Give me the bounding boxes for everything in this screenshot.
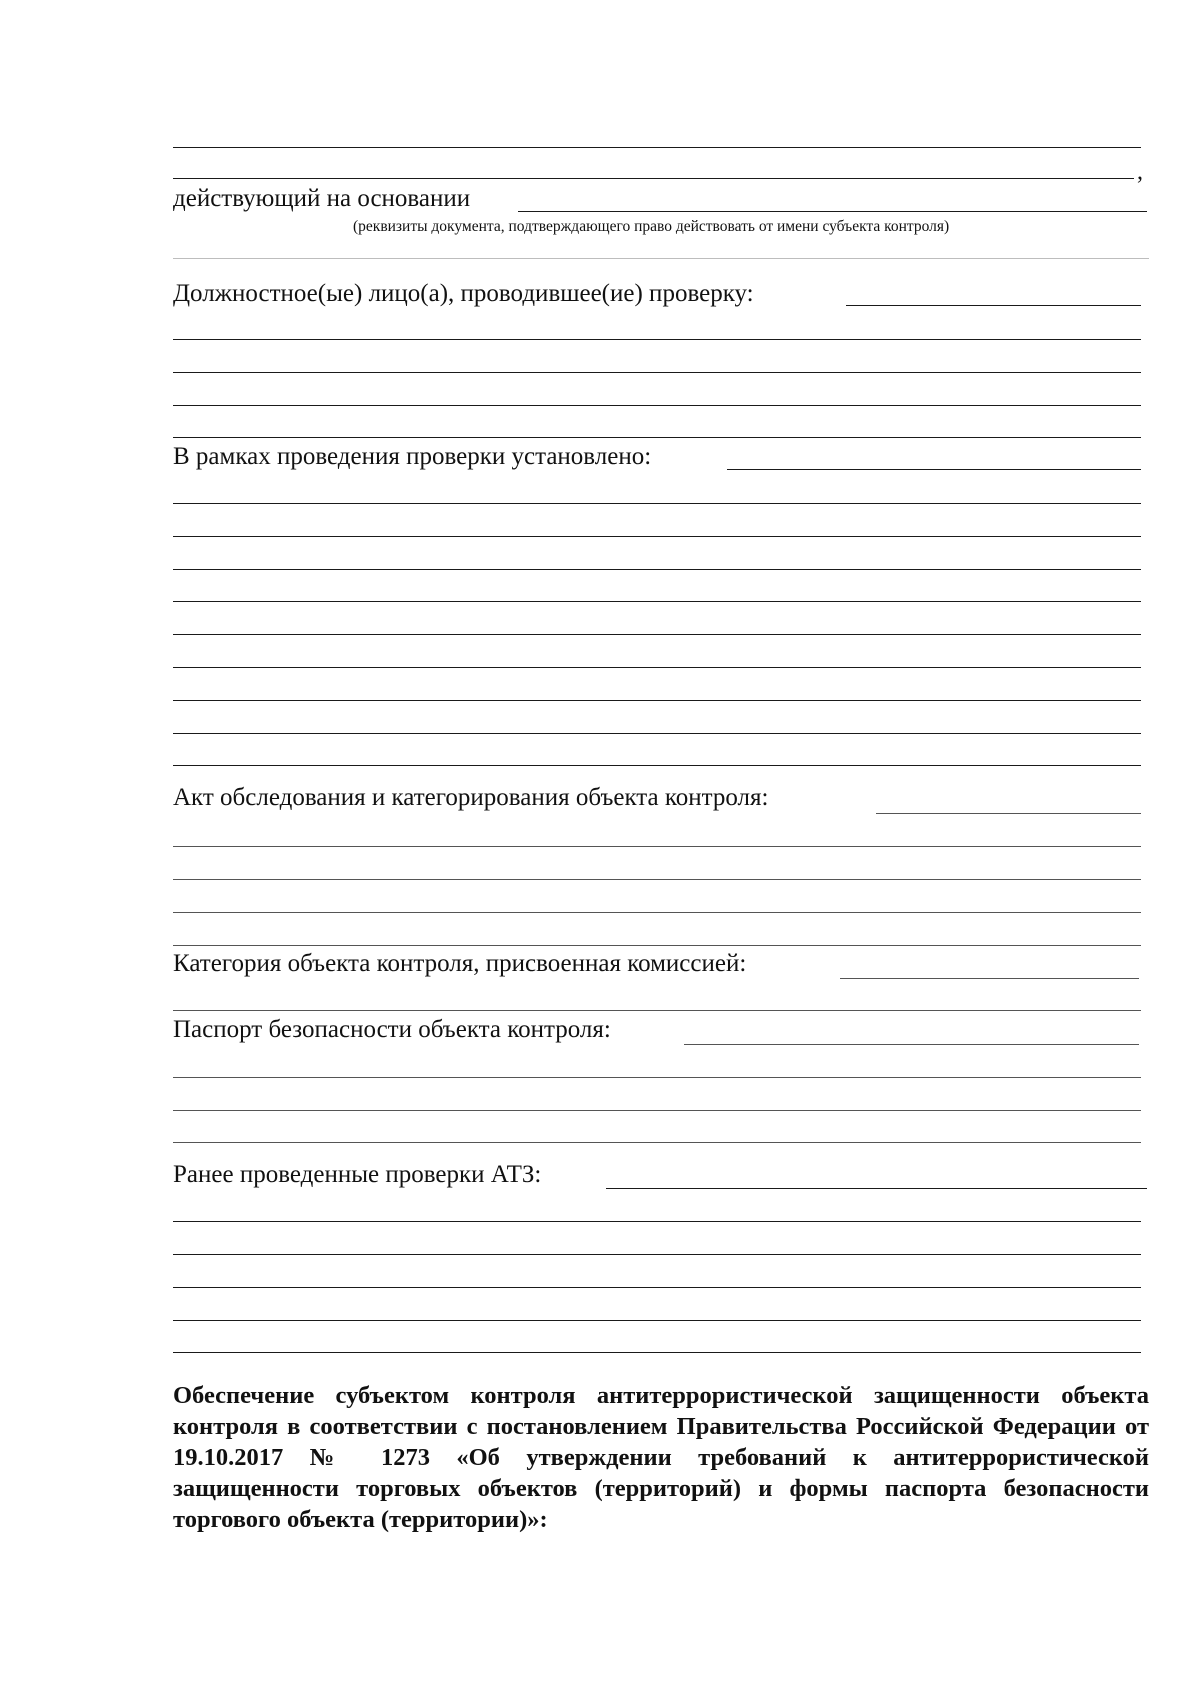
basis-caption: (реквизиты документа, подтверждающего право действовать от имени субъекта контроля) xyxy=(353,218,950,235)
blank-line[interactable] xyxy=(173,147,1141,148)
blank-line[interactable] xyxy=(173,405,1141,406)
blank-line[interactable] xyxy=(173,1221,1141,1222)
officials-label: Должностное(ые) лицо(а), проводившее(ие) проверку: xyxy=(173,280,754,307)
closing-heading: Обеспечение субъектом контроля антитеррористической защищенности объекта контроля в соответствии с постановлением Правительства Российской Федерации от 19.10.2017 № 1273 «Об утверждении требований к антитеррористической защищенности торговых объектов (территорий) и формы паспорта безопасности торгового объекта (территории)»: xyxy=(173,1382,1149,1533)
blank-line[interactable] xyxy=(173,1010,1141,1011)
survey-act-input-line[interactable] xyxy=(876,813,1141,814)
previous-checks-label: Ранее проведенные проверки АТЗ: xyxy=(173,1161,542,1188)
blank-line[interactable] xyxy=(173,1287,1141,1288)
blank-line[interactable] xyxy=(173,1110,1141,1111)
blank-line[interactable] xyxy=(173,634,1141,635)
blank-line[interactable] xyxy=(173,879,1141,880)
blank-line[interactable] xyxy=(173,700,1141,701)
survey-act-label: Акт обследования и категорирования объекта контроля: xyxy=(173,784,769,811)
blank-line[interactable] xyxy=(173,1320,1141,1321)
previous-checks-input-line[interactable] xyxy=(606,1188,1147,1189)
blank-line[interactable] xyxy=(173,1077,1141,1078)
blank-line[interactable] xyxy=(173,846,1141,847)
blank-line[interactable] xyxy=(173,536,1141,537)
blank-line[interactable] xyxy=(173,437,1141,438)
findings-input-line[interactable] xyxy=(727,469,1141,470)
blank-line[interactable] xyxy=(173,945,1141,946)
blank-line[interactable] xyxy=(173,1254,1141,1255)
passport-input-line[interactable] xyxy=(684,1044,1139,1045)
officials-input-line[interactable] xyxy=(846,305,1141,306)
blank-line[interactable] xyxy=(173,601,1141,602)
basis-label: действующий на основании xyxy=(173,185,471,212)
findings-label: В рамках проведения проверки установлено: xyxy=(173,443,652,470)
blank-line[interactable] xyxy=(173,912,1141,913)
section-divider xyxy=(173,258,1149,259)
blank-line[interactable] xyxy=(173,178,1134,179)
basis-input-line[interactable] xyxy=(518,211,1147,212)
blank-line[interactable] xyxy=(173,569,1141,570)
blank-line[interactable] xyxy=(173,733,1141,734)
blank-line[interactable] xyxy=(173,765,1141,766)
category-label: Категория объекта контроля, присвоенная комиссией: xyxy=(173,950,747,977)
trailing-comma: , xyxy=(1137,159,1143,185)
blank-line[interactable] xyxy=(173,1142,1141,1143)
category-input-line[interactable] xyxy=(840,978,1139,979)
blank-line[interactable] xyxy=(173,503,1141,504)
passport-label: Паспорт безопасности объекта контроля: xyxy=(173,1016,611,1043)
blank-line[interactable] xyxy=(173,372,1141,373)
blank-line[interactable] xyxy=(173,339,1141,340)
blank-line[interactable] xyxy=(173,1352,1141,1353)
blank-line[interactable] xyxy=(173,667,1141,668)
